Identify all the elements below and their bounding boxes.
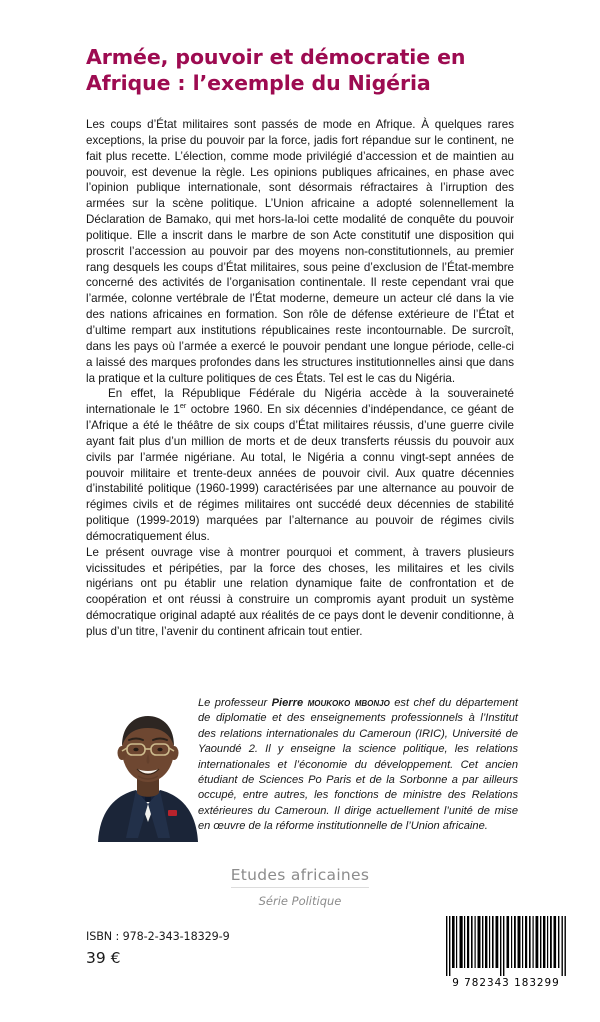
barcode [440,912,572,1000]
blurb-paragraph-2-part-a: En effet, la République Fédérale du Nigéria accède à la souveraineté internationale le 1 [86,387,514,417]
collection-serie: Série Politique [258,894,342,908]
author-portrait-illustration [92,698,204,842]
blurb-paragraph-1: Les coups d’État militaires sont passés de mode en Afrique. À quelques rares exceptions, la prise du pouvoir par la force, jadis fort répandue sur le continent, ne fait plus recette. L’élection, comme mode privilégié d’accession et de maintien au pouvoir, est devenue la règle. Les opinions publiques africaines, en phase avec l’opinion publique internationale, sont désormais réfractaires à l’irruption des armées sur la scène politique. L’Union africaine a adopté solennellement la Déclaration de Bamako, qui met hors-la-loi cette modalité de conquête du pouvoir politique. Elle a inscrit dans le marbre de son Acte constitutif une disposition qui proscrit l’accession au pouvoir par des moyens non-constitutionnels, au premier rang desquels les coups d’État militaires, sous peine d’exclusion de l’État-membre concerné des activités de l’organisation continentale. Il reste cependant vrai que l’armée, colonne vertébrale de l’État moderne, demeure un acteur clé dans la vie des nations africaines en formation. Son rôle de défense extérieure de l’État et d’ultime rempart aux institutions républicaines reste incontournable. De surcroît, dans les pays où l’armée a exercé le pouvoir pendant une longue période, celle-ci a laissé des marques profondes dans les structures institutionnelles ainsi que dans la pratique et la culture politiques de ces États. Tel est le cas du Nigéria. [86,118,514,385]
author-last-name: moukoko mbonjo [307,697,390,709]
author-bio-band [82,694,518,866]
footer [0,902,600,1022]
blurb-paragraph-2 [86,386,514,544]
bio-body: est chef du département de diplomatie et des enseignements professionnels à l’Institut des relations internationales du Cameroun (IRIC), Université de Yaoundé 2. Il y enseigne la science politique, les relations internationales et l’économie du développement. Cet ancien étudiant de Sciences Po Paris et de la Sorbonne a par ailleurs occupé, entre autres, les fonctions de ministre des Relations extérieures du Cameroun. Il dirige actuellement l’unité de mise en œuvre de la réforme institutionnelle de l’Union africaine. [198,697,518,833]
isbn-text: ISBN : 978-2-343-18329-9 [86,930,230,943]
title-block [86,44,518,96]
blurb-paragraph-2-part-b: octobre 1960. En six décennies d’indépendance, ce géant de l’Afrique a été le théâtre de six coups d’État militaires réussis, d’une guerre civile ayant fait plus d’un million de morts et de deux transferts réussis du pouvoir aux civils par l’armée nigériane. Au total, le Nigéria a connu vingt-sept années de pouvoir militaire et trente-deux années de pouvoir civil. Aux quatre décennies d’instabilité politique (1960-1999) caractérisées par une alternance au pouvoir de régimes civils et de régimes militaires ont succédé deux décennies de stabilité politique (1999-2019) marquées par l’alternance au pouvoir de régimes civils démocratiquement élus. [86,403,514,543]
author-photo [92,698,204,842]
bio-intro: Le professeur [198,697,272,709]
collection-name: Etudes africaines [231,866,370,888]
ordinal-superscript: er [179,401,187,411]
price-text: 39 € [86,949,121,967]
page-title: Armée, pouvoir et démocratie en Afrique : l’exemple du Nigéria [86,45,466,95]
isbn-block [86,930,230,967]
author-bio-text [198,696,518,835]
blurb-text [86,117,514,640]
barcode-bars [444,916,568,976]
author-first-name: Pierre [271,697,304,709]
barcode-digits: 9 782343 183299 [452,977,560,989]
blurb-paragraph-3: Le présent ouvrage vise à montrer pourquoi et comment, à travers plusieurs vicissitudes et péripéties, par la force des choses, les militaires et les civils nigérians ont pu établir une relation dynamique faite de confrontation et de coopération et ont réussi à construire un compromis ayant produit un système démocratique original adapté aux réalités de ce pays dont le devenir conditionne, à plus d’un titre, l’avenir du continent africain tout entier. [86,545,514,638]
